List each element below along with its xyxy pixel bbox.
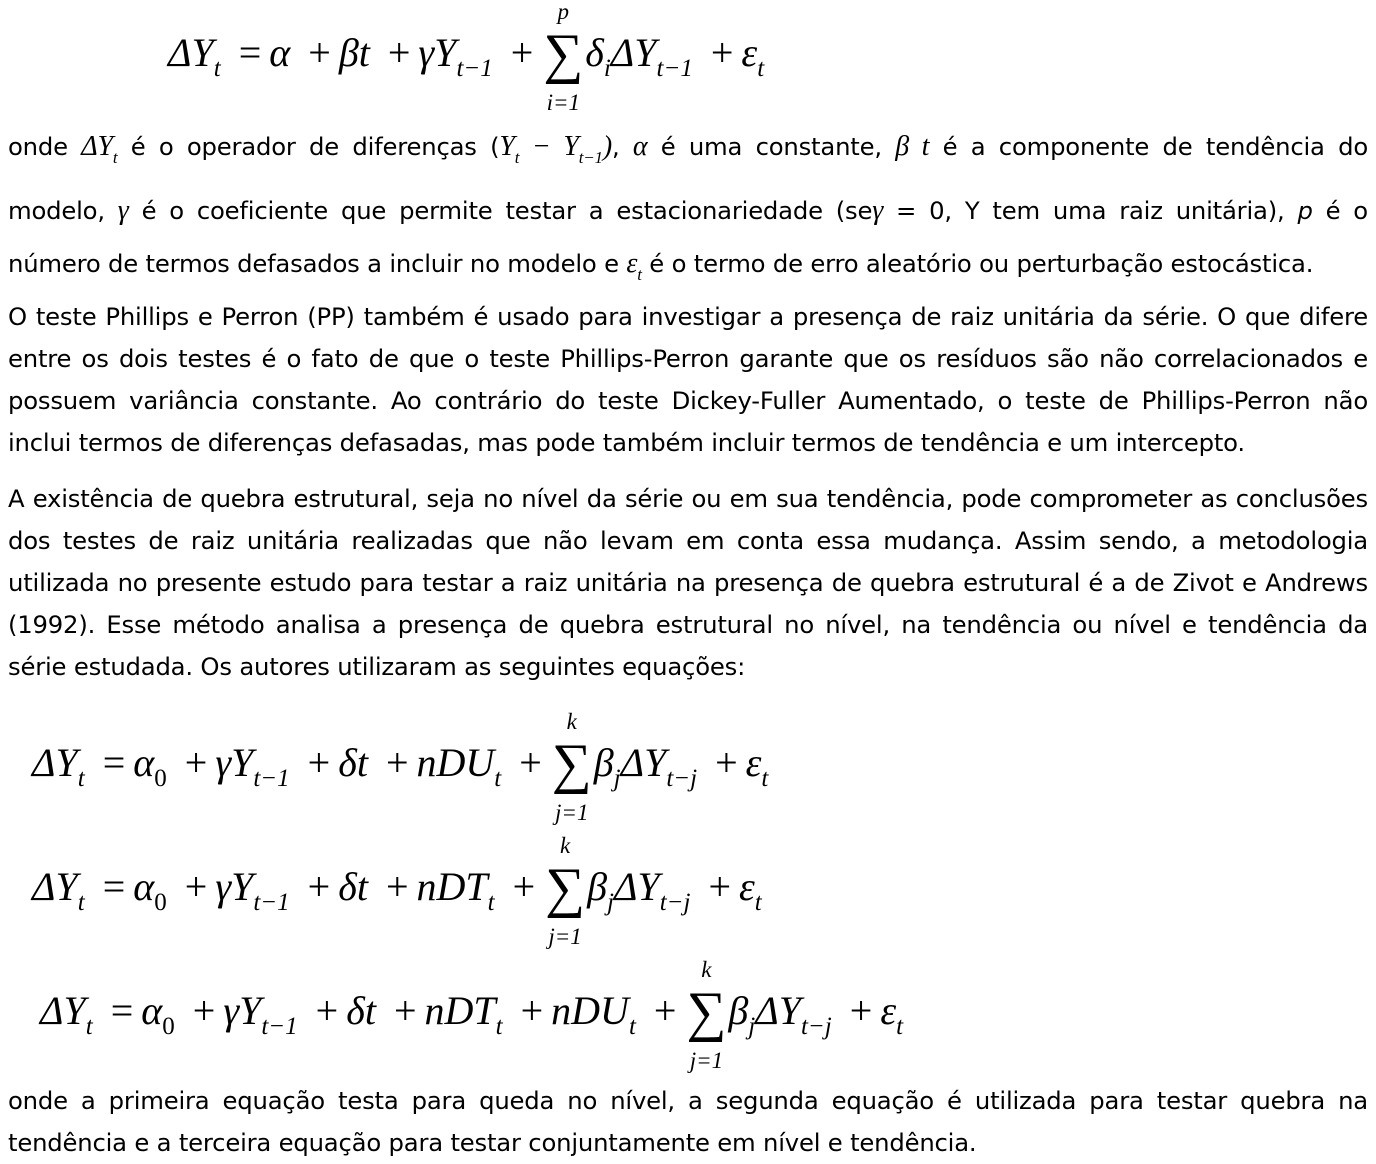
eq-term: α — [133, 864, 155, 909]
eq-term: ε — [739, 864, 755, 909]
eq-term: α — [133, 740, 155, 785]
equation-adf — [168, 0, 765, 115]
eq-term: ΔY — [168, 30, 214, 75]
eq-term: ε — [880, 988, 897, 1033]
eq-operator: + — [307, 740, 331, 785]
eq-operator: + — [520, 988, 544, 1033]
eq-subscript: t−j — [666, 765, 698, 792]
math-paren: ) — [602, 131, 612, 162]
text-line: possuem variância constante. Ao contrário do teste Dickey-Fuller Aumentado, o teste de Phillips-Perron não — [8, 386, 1368, 415]
eq-operator: + — [315, 988, 339, 1033]
inline-math: γ — [117, 195, 129, 226]
paragraph-structural-break — [8, 478, 1368, 688]
text-run: número de termos defasados a incluir no modelo e — [8, 249, 619, 278]
math-term: ΔY — [81, 131, 113, 162]
eq-subscript: i — [603, 55, 611, 82]
eq-subscript: 0 — [154, 765, 167, 792]
eq-term: δ — [585, 30, 604, 75]
text-line: série estudada. Os autores utilizaram as seguintes equações: — [8, 652, 746, 681]
eq-operator: = — [110, 988, 134, 1033]
text-line: dos testes de raiz unitária realizadas que não levam em conta essa mudança. Assim sendo, a metodologia — [8, 526, 1368, 555]
eq-term: nDT — [424, 988, 496, 1033]
eq-subscript: t — [761, 765, 769, 792]
eq-term: ΔY — [620, 740, 667, 785]
eq-operator: + — [510, 30, 534, 75]
sum-upper-limit: p — [557, 0, 570, 24]
inline-math: γ — [872, 195, 884, 226]
sum-upper-limit: k — [566, 709, 577, 734]
eq-subscript: j — [748, 1013, 756, 1040]
eq-operator: + — [519, 740, 542, 785]
text-line: utilizada no presente estudo para testar a raiz unitária na presença de quebra estrutural é a de Zivot e Andrews — [8, 568, 1368, 597]
math-subscript: t — [112, 148, 118, 167]
inline-math — [626, 248, 642, 284]
eq-operator: + — [308, 30, 331, 75]
eq-subscript: t — [494, 765, 502, 792]
text-run: é o termo de erro aleatório ou perturbação estocástica. — [649, 249, 1314, 278]
eq-subscript: t−j — [800, 1013, 832, 1040]
eq-term: nDU — [551, 988, 629, 1033]
eq-term: ΔY — [755, 988, 801, 1033]
sum-upper-limit: k — [701, 957, 712, 982]
text-run: é o coeficiente que permite testar a estacionariedade (se — [141, 196, 873, 225]
sum-lower-limit: j=1 — [555, 800, 589, 825]
eq-subscript: t — [628, 1013, 636, 1040]
sigma-glyph: ∑ — [545, 857, 586, 919]
math-operator: − — [531, 131, 551, 162]
eq-subscript: j — [607, 889, 614, 916]
summation-symbol — [686, 957, 727, 1073]
eq-subscript: t−1 — [261, 1013, 298, 1040]
eq-term: β — [728, 988, 749, 1033]
text-line: A existência de quebra estrutural, seja no nível da série ou em sua tendência, pode comprometer as conclusões — [8, 484, 1368, 513]
math-term: Y — [563, 131, 579, 162]
eq-term: δt — [338, 864, 368, 909]
eq-operator: + — [849, 988, 873, 1033]
eq-operator: + — [512, 864, 536, 909]
equation-zivot-andrews-1 — [32, 709, 769, 825]
eq-operator: + — [393, 988, 417, 1033]
eq-subscript: j — [613, 765, 621, 792]
summation-symbol — [543, 0, 584, 115]
eq-term: ΔY — [613, 864, 660, 909]
eq-subscript: t — [77, 889, 85, 916]
text-line: (1992). Esse método analisa a presença de quebra estrutural no nível, na tendência ou nível e tendência da — [8, 610, 1368, 639]
eq-operator: + — [307, 864, 331, 909]
text-run: = 0, Y tem uma raiz unitária), — [896, 196, 1285, 225]
text-line: onde a primeira equação testa para queda no nível, a segunda equação é utilizada para testar quebra na — [8, 1086, 1368, 1115]
sigma-glyph: ∑ — [551, 733, 592, 795]
text-line: entre os dois testes é o fato de que o teste Phillips-Perron garante que os resíduos são não correlacionados e — [8, 344, 1368, 373]
sum-lower-limit: i=1 — [546, 90, 580, 115]
eq-subscript: t — [77, 765, 85, 792]
eq-term: ε — [745, 740, 762, 785]
eq-subscript: t−1 — [253, 889, 290, 916]
eq-operator: = — [102, 740, 126, 785]
summation-symbol — [545, 833, 586, 949]
eq-operator: + — [184, 740, 208, 785]
eq-operator: + — [184, 864, 208, 909]
eq-subscript: t — [85, 1013, 93, 1040]
math-subscript: t — [514, 148, 520, 167]
eq-term: β — [593, 740, 614, 785]
inline-math — [81, 131, 118, 167]
eq-subscript: t−1 — [656, 55, 693, 82]
eq-subscript: t — [754, 889, 762, 916]
eq-operator: + — [710, 30, 734, 75]
text-run: é o operador de diferenças ( — [130, 132, 500, 161]
eq-term: δt — [338, 740, 368, 785]
inline-math: β t — [895, 131, 930, 162]
equation-zivot-andrews-3 — [40, 957, 904, 1073]
eq-term: γY — [215, 864, 254, 909]
sum-upper-limit: k — [560, 833, 571, 858]
paragraph-phillips-perron — [8, 296, 1368, 464]
eq-operator: = — [102, 864, 126, 909]
text-run: é uma constante, — [660, 132, 882, 161]
summation-symbol — [551, 709, 592, 825]
eq-subscript: t — [487, 889, 495, 916]
eq-operator: + — [385, 740, 409, 785]
eq-term: α — [141, 988, 163, 1033]
eq-subscript: 0 — [154, 889, 167, 916]
eq-subscript: t−1 — [253, 765, 290, 792]
sum-lower-limit: j=1 — [548, 924, 582, 949]
text-run: modelo, — [8, 196, 105, 225]
eq-subscript: t−j — [659, 889, 691, 916]
eq-term: ε — [741, 30, 758, 75]
eq-operator: + — [385, 864, 409, 909]
eq-operator: + — [708, 864, 732, 909]
eq-subscript: t — [896, 1013, 904, 1040]
eq-operator: = — [238, 30, 262, 75]
paragraph-conclusion — [8, 1080, 1368, 1164]
math-subscript: t−1 — [578, 148, 603, 167]
eq-operator: + — [387, 30, 411, 75]
sigma-glyph: ∑ — [686, 981, 727, 1043]
text-run: é o — [1325, 196, 1368, 225]
eq-operator: + — [653, 988, 677, 1033]
eq-term: ΔY — [40, 988, 86, 1033]
eq-subscript: t−1 — [456, 55, 493, 82]
eq-operator: + — [192, 988, 216, 1033]
equation-zivot-andrews-2 — [32, 833, 762, 949]
eq-term: ΔY — [610, 30, 657, 75]
sum-lower-limit: j=1 — [689, 1048, 724, 1073]
eq-term: δt — [346, 988, 376, 1033]
eq-subscript: t — [757, 55, 765, 82]
math-term: ε — [626, 248, 638, 279]
eq-term: α — [269, 30, 291, 75]
math-term: Y — [499, 131, 515, 162]
eq-operator: + — [715, 740, 738, 785]
eq-subscript: t — [213, 55, 221, 82]
text-line — [8, 120, 1368, 184]
sigma-glyph: ∑ — [543, 23, 584, 85]
eq-term: γY — [418, 30, 457, 75]
eq-term: nDU — [416, 740, 495, 785]
eq-term: γY — [215, 740, 254, 785]
text-line: inclui termos de diferenças defasadas, mas pode também incluir termos de tendência e um intercepto. — [8, 428, 1245, 457]
eq-term: nDT — [416, 864, 488, 909]
math-subscript: t — [637, 265, 642, 284]
eq-term: ΔY — [32, 740, 78, 785]
eq-term: β — [587, 864, 607, 909]
text-line: O teste Phillips e Perron (PP) também é usado para investigar a presença de raiz unitária da série. O que difere — [8, 302, 1368, 331]
text-run: onde — [8, 132, 68, 161]
eq-term: γY — [223, 988, 262, 1033]
text-run: , — [611, 132, 620, 161]
text-line: tendência e a terceira equação para testar conjuntamente em nível e tendência. — [8, 1128, 977, 1157]
text-run: é a componente de tendência do — [942, 132, 1368, 161]
eq-subscript: 0 — [162, 1013, 175, 1040]
paragraph-definitions — [8, 120, 1368, 301]
eq-subscript: t — [495, 1013, 503, 1040]
text-line — [8, 237, 1368, 301]
eq-term: βt — [338, 30, 370, 75]
text-line — [8, 184, 1368, 237]
inline-math — [499, 131, 612, 167]
text-run-italic: p — [1297, 196, 1313, 225]
inline-math: α — [632, 131, 648, 162]
eq-term: ΔY — [32, 864, 78, 909]
